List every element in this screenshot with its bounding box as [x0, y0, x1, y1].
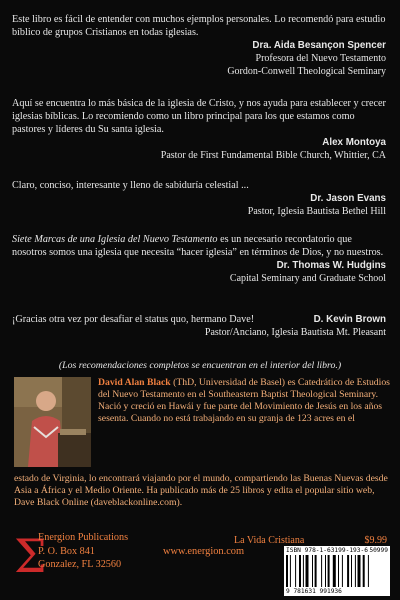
barcode-bar	[358, 555, 361, 587]
endorsement-5	[12, 313, 386, 339]
barcode-bar	[312, 555, 313, 587]
energion-logo-icon: Σ	[14, 529, 47, 583]
publisher-box: P. O. Box 841	[38, 545, 95, 557]
recommendations-note: (Los recomendaciones completos se encuentran en el interior del libro.)	[58, 360, 342, 371]
barcode-bar	[303, 555, 304, 587]
endorser-name: Dr. Thomas W. Hudgins	[276, 260, 386, 271]
isbn-text: ISBN 978-1-63199-193-6	[286, 547, 368, 554]
barcode-bar	[363, 555, 365, 587]
book-title: Siete Marcas de una Iglesia del Nuevo Testamento	[12, 234, 218, 245]
endorsement-quote: Aquí se encuentra lo más básica de la iglesia de Cristo, y nos ayuda para establecer y crecer iglesias bíblicas. Lo recomiendo como un libro principal para los que estamos como pastores y líderes du Su santa iglesia.	[12, 98, 386, 135]
author-photo	[14, 377, 91, 467]
barcode-bar	[351, 555, 352, 587]
barcode-bar	[328, 555, 330, 587]
author-name: David Alan Black	[98, 377, 171, 388]
publisher-name: Energion Publications	[38, 532, 129, 543]
endorsement-3	[12, 179, 386, 218]
barcode-bar	[286, 555, 288, 587]
barcode-bar	[333, 555, 336, 587]
publisher-city: Gonzalez, FL 32560	[38, 559, 122, 570]
endorser-name: Dra. Aida Besançon Spencer	[252, 40, 386, 51]
endorser-affiliation: Pastor de First Fundamental Bible Church, Whittier, CA	[160, 150, 386, 161]
barcode-bar	[299, 555, 301, 587]
publisher-website: www.energion.com	[163, 546, 245, 557]
barcode-bar	[347, 555, 349, 587]
endorsement-4	[12, 233, 386, 285]
author-bio-continued: estado de Virginia, lo encontrará viajando por el mundo, compartiendo las Buenas Nuevas desde Asia a África y el Medio Oriente. Ha publicado más de 25 libros y edita el popular sitio web, Dave Black Online (daveblackonline.com).	[14, 473, 388, 509]
endorsement-quote: Claro, conciso, interesante y lleno de sabiduría celestial ...	[12, 180, 249, 191]
barcode-bar	[368, 555, 369, 587]
endorser-name: Dr. Jason Evans	[310, 193, 386, 204]
ean-digits: 9 781631 991936	[286, 588, 342, 595]
publisher-address	[38, 531, 128, 572]
publisher-block	[14, 531, 154, 587]
barcode-bar	[325, 555, 326, 587]
endorser-affiliation: Profesora del Nuevo Testamento	[255, 53, 386, 64]
endorsement-1	[12, 13, 386, 78]
endorsement-quote: ¡Gracias otra vez por desafiar el status quo, hermano Dave!	[12, 314, 255, 325]
barcode-bar	[290, 555, 291, 587]
barcode-bar	[321, 555, 322, 587]
endorsement-2	[12, 97, 386, 162]
isbn-barcode	[284, 546, 390, 596]
endorser-name: Alex Montoya	[322, 137, 386, 148]
barcode-bar	[355, 555, 356, 587]
book-category: La Vida Cristiana	[234, 535, 305, 546]
barcode-bar	[306, 555, 309, 587]
endorser-affiliation: Pastor, Iglesia Bautista Bethel Hill	[247, 206, 386, 217]
author-bio	[14, 377, 390, 509]
endorser-affiliation: Capital Seminary and Graduate School	[229, 273, 386, 284]
endorsement-quote: Este libro es fácil de entender con muchos ejemplos personales. Lo recomendó para estudio bíblico de grupos Cristianos en todas iglesias.	[12, 14, 386, 38]
endorsement-quote: Siete Marcas de una Iglesia del Nuevo Testamento es un necesario recordatorio que nosotros somos una iglesia que necesita “hacer iglesia” en términos de Dios, y no nuestros.	[12, 234, 384, 258]
barcode-bar	[342, 555, 343, 587]
barcode-bars	[286, 555, 388, 587]
book-price: $9.99	[364, 535, 387, 546]
endorser-affiliation: Gordon-Conwell Theological Seminary	[227, 66, 386, 77]
addon-digits: 50999	[369, 547, 388, 554]
barcode-bar	[338, 555, 339, 587]
author-bio-text: (ThD, Universidad de Basel) es Catedrático de Estudios del Nuevo Testamento en el Southeastern Baptist Theological Seminary. Nació y creció en Hawái y fue parte del Movimiento de Jesús en los años sesenta. Cuando no está trabajando en su granja de 123 acres en el	[98, 377, 390, 425]
barcode-bar	[315, 555, 317, 587]
endorser-affiliation: Pastor/Anciano, Iglesia Bautista Mt. Pleasant	[204, 327, 386, 338]
endorser-name: D. Kevin Brown	[313, 314, 386, 325]
barcode-bar	[295, 555, 296, 587]
